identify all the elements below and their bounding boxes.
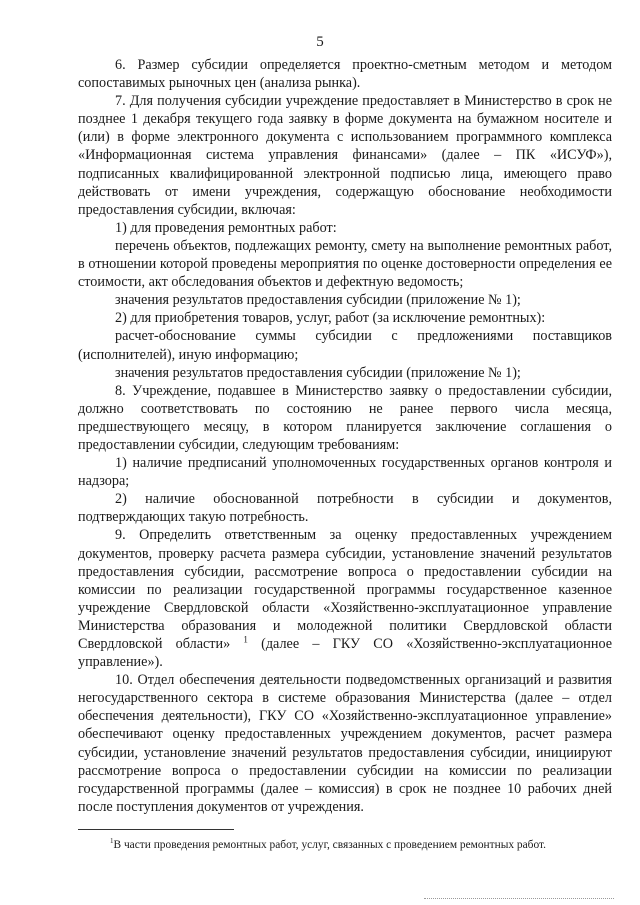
- footnote: [110, 834, 620, 852]
- paragraph-7: 7. Для получения субсидии учреждение предоставляет в Министерство в срок не позднее 1 декабря текущего года заявку в форме документа на бумажном носителе и (или) в форме электронного документа с использованием программного комплекса «Информационная система управления финансами» (далее – ПК «ИСУФ»), подписанных квалифицированной электронной подписью лица, имеющего право действовать от имени учреждения, содержащую обоснование необходимости предоставления субсидии, включая:: [78, 93, 612, 218]
- paragraph-9-text: 9. Определить ответственным за оценку предоставленных учреждением документов, проверку расчета размера субсидии, установление значений результатов предоставления субсидии, рассмотрение вопроса о предоставлении субсидии на комиссии по реализации государственной программы государственное казенное учреждение Свердловской области «Хозяйственно-эксплуатационное управление Министерства образования и молодежной политики Свердловской области Свердловской области»: [78, 527, 612, 652]
- paragraph-10: 10. Отдел обеспечения деятельности подведомственных организаций и развития негосударственного сектора в системе образования Министерства (далее – отдел обеспечения деятельности), ГКУ СО «Хозяйственно-эксплуатационное управление» обеспечивают оценку предоставленных учреждением документов, расчет размера субсидии, установление значений результатов предоставления субсидии, инициируют рассмотрение вопроса о предоставлении субсидии на комиссии по реализации государственной программы (далее – комиссия) в срок не позднее 10 рабочих дней после поступления документов от учреждения.: [78, 672, 612, 815]
- paragraph-7-item-1-list: перечень объектов, подлежащих ремонту, смету на выполнение ремонтных работ, в отношении которой проведены мероприятия по оценке достоверности определения ее стоимости, акт обследования объектов и дефектную ведомость;: [78, 237, 612, 291]
- paragraph-7-item-2-results: значения результатов предоставления субсидии (приложение № 1);: [115, 364, 521, 381]
- footnote-separator: [78, 829, 234, 830]
- body-text: [78, 56, 612, 816]
- paragraph-8-item-1: 1) наличие предписаний уполномоченных государственных органов контроля и надзора;: [78, 455, 612, 490]
- paragraph-8-item-2: 2) наличие обоснованной потребности в субсидии и документов, подтверждающих такую потребность.: [78, 491, 612, 526]
- page-number: 5: [316, 34, 324, 50]
- paragraph-6: 6. Размер субсидии определяется проектно-сметным методом и методом сопоставимых рыночных цен (анализа рынка).: [78, 57, 612, 92]
- scan-edge-mark: [424, 898, 614, 899]
- footnote-mark: 1: [110, 837, 114, 845]
- footnote-text: В части проведения ремонтных работ, услуг, связанных с проведением ремонтных работ.: [113, 838, 546, 851]
- paragraph-8: 8. Учреждение, подавшее в Министерство заявку о предоставлении субсидии, должно соответствовать по состоянию не ранее первого числа месяца, предшествующего месяцу, в котором планируется заключение соглашения о предоставлении субсидии, следующим требованиям:: [78, 382, 612, 453]
- paragraph-9: [78, 526, 612, 671]
- paragraph-9-text-end: (далее – ГКУ СО «Хозяйственно-эксплуатационное управление»).: [78, 636, 613, 671]
- paragraph-7-item-2: 2) для приобретения товаров, услуг, работ (за исключение ремонтных):: [115, 310, 546, 327]
- footnote-reference: 1: [243, 634, 248, 645]
- paragraph-7-item-2-calc: расчет-обоснование суммы субсидии с предложениями поставщиков (исполнителей), иную информацию;: [78, 328, 612, 363]
- paragraph-7-item-1: 1) для проведения ремонтных работ:: [115, 219, 337, 236]
- paragraph-7-item-1-results: значения результатов предоставления субсидии (приложение № 1);: [115, 292, 521, 309]
